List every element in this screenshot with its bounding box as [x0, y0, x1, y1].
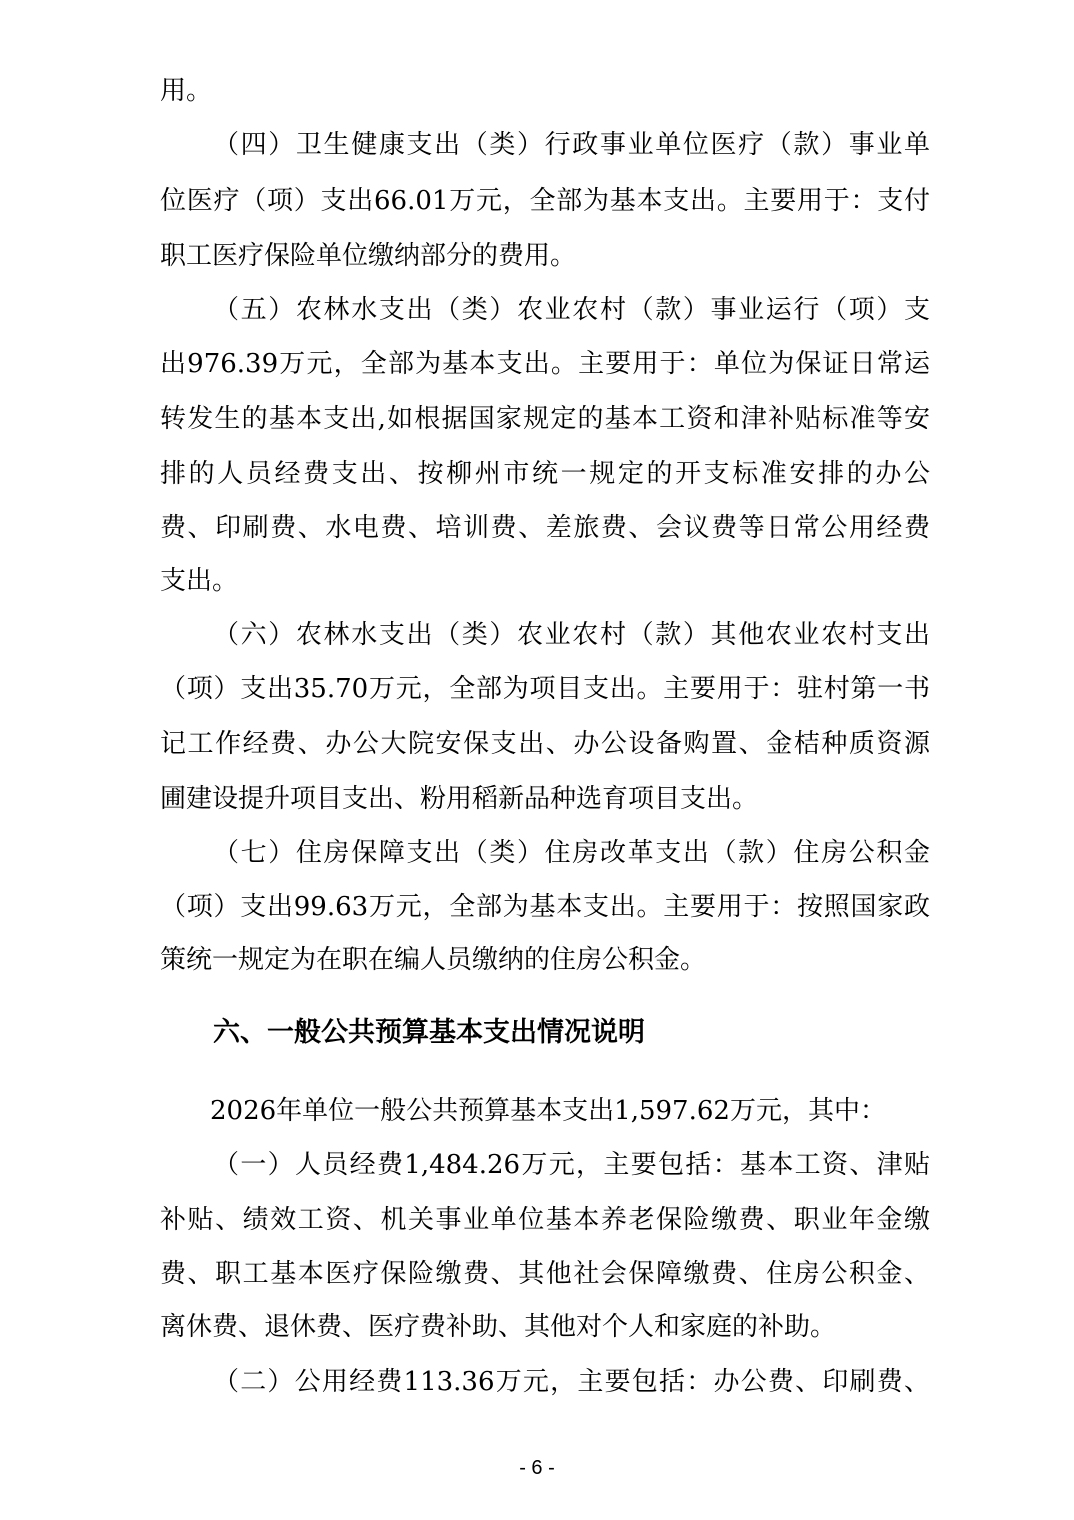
text-line: 排的人员经费支出、按柳州市统一规定的开支标准安排的办公 — [160, 459, 930, 489]
text-line: 位医疗（项）支出66.01万元，全部为基本支出。主要用于：支付 — [160, 186, 930, 216]
text-line: 2026年单位一般公共预算基本支出1,597.62万元，其中： — [210, 1096, 886, 1126]
text-line: 圃建设提升项目支出、粉用稻新品种选育项目支出。 — [160, 784, 759, 814]
text-line: （七）住房保障支出（类）住房改革支出（款）住房公积金 — [213, 838, 930, 868]
text-line: 费、印刷费、水电费、培训费、差旅费、会议费等日常公用经费 — [160, 513, 930, 543]
text-line: 策统一规定为在职在编人员缴纳的住房公积金。 — [160, 945, 707, 975]
text-line: 用。 — [160, 76, 213, 106]
text-line: （四）卫生健康支出（类）行政事业单位医疗（款）事业单 — [213, 130, 930, 160]
text-line: （项）支出35.70万元，全部为项目支出。主要用于：驻村第一书 — [160, 674, 930, 704]
text-line: 职工医疗保险单位缴纳部分的费用。 — [160, 241, 577, 271]
text-line: 费、职工基本医疗保险缴费、其他社会保障缴费、住房公积金、 — [160, 1259, 930, 1289]
text-line: （六）农林水支出（类）农业农村（款）其他农业农村支出 — [213, 620, 930, 650]
text-line: 补贴、绩效工资、机关事业单位基本养老保险缴费、职业年金缴 — [160, 1205, 930, 1235]
text-line: 支出。 — [160, 566, 239, 596]
text-line: 出976.39万元，全部为基本支出。主要用于：单位为保证日常运 — [160, 349, 930, 379]
page-number: - 6 - — [519, 1457, 555, 1479]
text-line: 记工作经费、办公大院安保支出、办公设备购置、金桔种质资源 — [160, 729, 930, 759]
section-heading: 六、一般公共预算基本支出情况说明 — [213, 1017, 645, 1048]
text-line: 转发生的基本支出,如根据国家规定的基本工资和津补贴标准等安 — [160, 404, 930, 434]
text-line: （五）农林水支出（类）农业农村（款）事业运行（项）支 — [213, 295, 930, 325]
text-line: （项）支出99.63万元，全部为基本支出。主要用于：按照国家政 — [160, 892, 930, 922]
text-line: （二）公用经费113.36万元，主要包括：办公费、印刷费、 — [213, 1367, 930, 1397]
text-line: 离休费、退休费、医疗费补助、其他对个人和家庭的补助。 — [160, 1312, 837, 1342]
text-line: （一）人员经费1,484.26万元，主要包括：基本工资、津贴 — [213, 1150, 930, 1180]
